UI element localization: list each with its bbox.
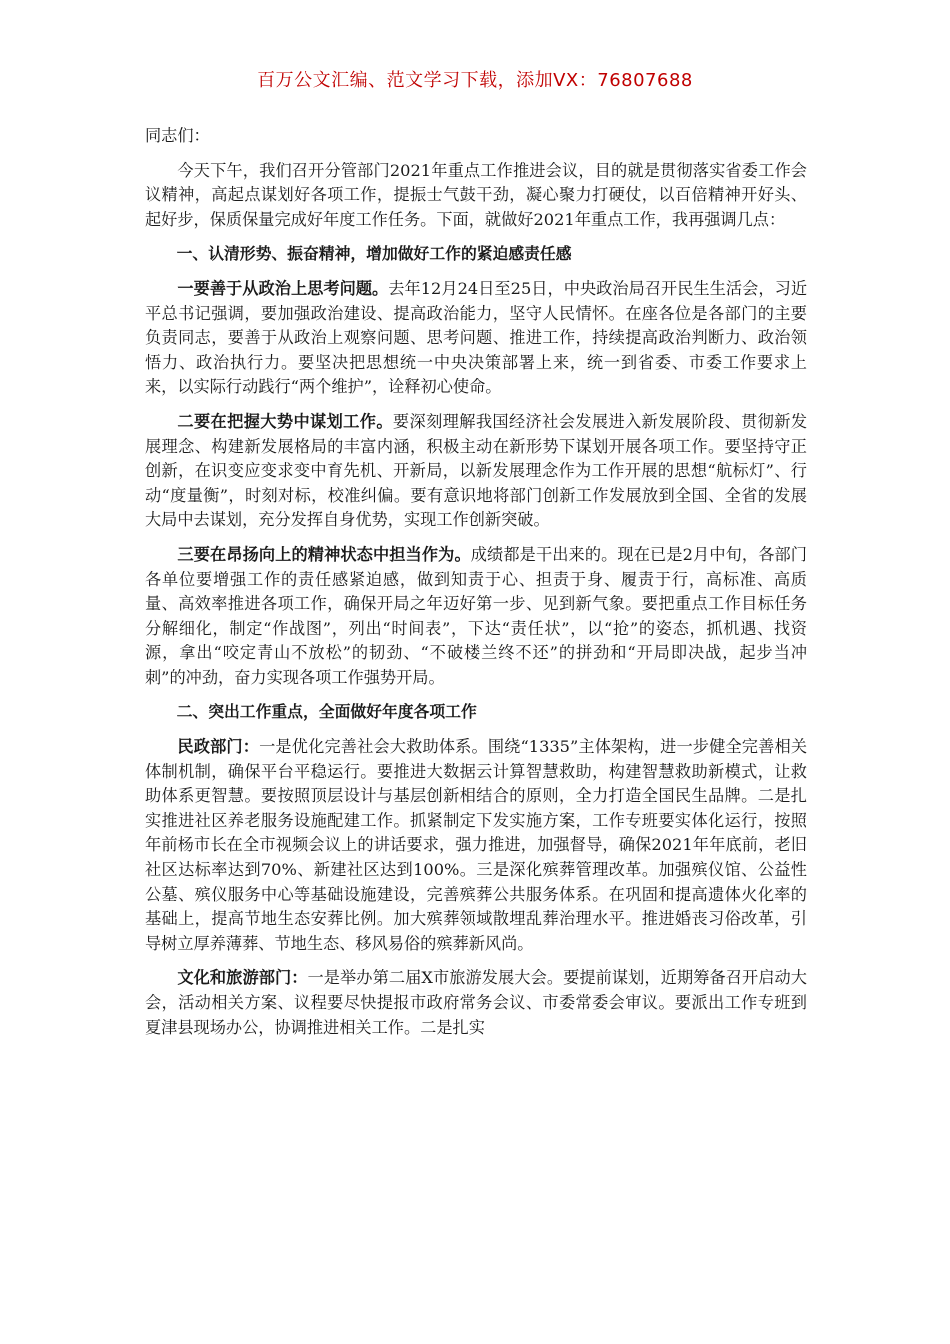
section-2-paragraph-1 (145, 735, 807, 956)
section-2-heading: 二、突出工作重点，全面做好年度各项工作 (176, 702, 477, 722)
section-1-paragraph-1 (145, 277, 807, 400)
paragraph-body: 要深刻理解我国经济社会发展进入新发展阶段、贯彻新发展理念、构建新发展格局的丰富内涵，积极主动在新形势下谋划开展各项工作。要坚持守正创新，在识变应变求变中育先机、开新局，以新发展理念作为工作开展的思想“航标灯”、行动“度量衡”，时刻对标，校准纠偏。要有意识地将部门创新工作发展放到全国、全省的发展大局中去谋划，充分发挥自身优势，实现工作创新突破。 (145, 411, 808, 530)
paragraph-body: 一是优化完善社会大救助体系。围绕“1335”主体架构，进一步健全完善相关体制机制，确保平台平稳运行。要推进大数据云计算智慧救助，构建智慧救助新模式，让救助体系更智慧。要按照顶层设计与基层创新相结合的原则，全力打造全国民生品牌。二是扎实推进社区养老服务设施配建工作。抓紧制定下发实施方案，工作专班要实体化运行，按照年前杨市长在全市视频会议上的讲话要求，强力推进，加强督导，确保2021年年底前，老旧社区达标率达到70%、新建社区达到100%。三是深化殡葬管理改革。加强殡仪馆、公益性公墓、殡仪服务中心等基础设施建设，完善殡葬公共服务体系。在巩固和提高遗体火化率的基础上，提高节地生态安葬比例。加大殡葬领域散埋乱葬治理水平。推进婚丧习俗改革，引导树立厚养薄葬、节地生态、移风易俗的殡葬新风尚。 (145, 737, 808, 953)
paragraph-body: 成绩都是干出来的。现在已是2月中旬，各部门各单位要增强工作的责任感紧迫感，做到知责于心、担责于身、履责于行，高标准、高质量、高效率推进各项工作，确保开局之年迈好第一步、见到新气象。要把重点工作目标任务分解细化，制定“作战图”，列出“时间表”，下达“责任状”，以“抢”的姿态，抓机遇、找资源，拿出“咬定青山不放松”的韧劲、“不破楼兰终不还”的拼劲和“开局即决战，起步当冲刺”的冲劲，奋力实现各项工作强势开局。 (145, 544, 807, 687)
section-1-paragraph-2 (145, 410, 807, 533)
paragraph-lead: 三要在昂扬向上的精神状态中担当作为。 (177, 544, 471, 564)
paragraph-lead: 民政部门： (177, 737, 260, 757)
paragraph-lead: 一要善于从政治上思考问题。 (177, 278, 389, 298)
intro-paragraph: 今天下午，我们召开分管部门2021年重点工作推进会议，目的就是贯彻落实省委工作会议精神，高起点谋划好各项工作，提振士气鼓干劲，凝心聚力打硬仗，以百倍精神开好头、起好步，保质保量完成好年度工作任务。下面，就做好2021年重点工作，我再强调几点： (145, 160, 807, 229)
section-1-heading: 一、认清形势、振奋精神，增加做好工作的紧迫感责任感 (176, 244, 572, 264)
paragraph-lead: 文化和旅游部门： (177, 968, 308, 988)
paragraph-lead: 二要在把握大势中谋划工作。 (177, 411, 393, 431)
paragraph-body: 去年12月24日至25日，中央政治局召开民生生活会，习近平总书记强调，要加强政治建设、提高政治能力，坚守人民情怀。在座各位是各部门的主要负责同志，要善于从政治上观察问题、思考问题、推进工作，持续提高政治判断力、政治领悟力、政治执行力。要坚决把思想统一中央决策部署上来，统一到省委、市委工作要求上来，以实际行动践行“两个维护”，诠释初心使命。 (145, 278, 808, 397)
section-1-paragraph-3 (145, 543, 807, 691)
section-2-paragraph-2 (145, 966, 807, 1040)
watermark-banner: 百万公文汇编、范文学习下载，添加VX：76807688 (257, 70, 693, 91)
document-body (145, 124, 807, 1040)
salutation: 同志们： (145, 126, 210, 145)
paragraph-body: 一是举办第二届X市旅游发展大会。要提前谋划，近期筹备召开启动大会，活动相关方案、议程要尽快提报市政府常务会议、市委常委会审议。要派出工作专班到夏津县现场办公，协调推进相关工作。二是扎实 (145, 968, 807, 1037)
